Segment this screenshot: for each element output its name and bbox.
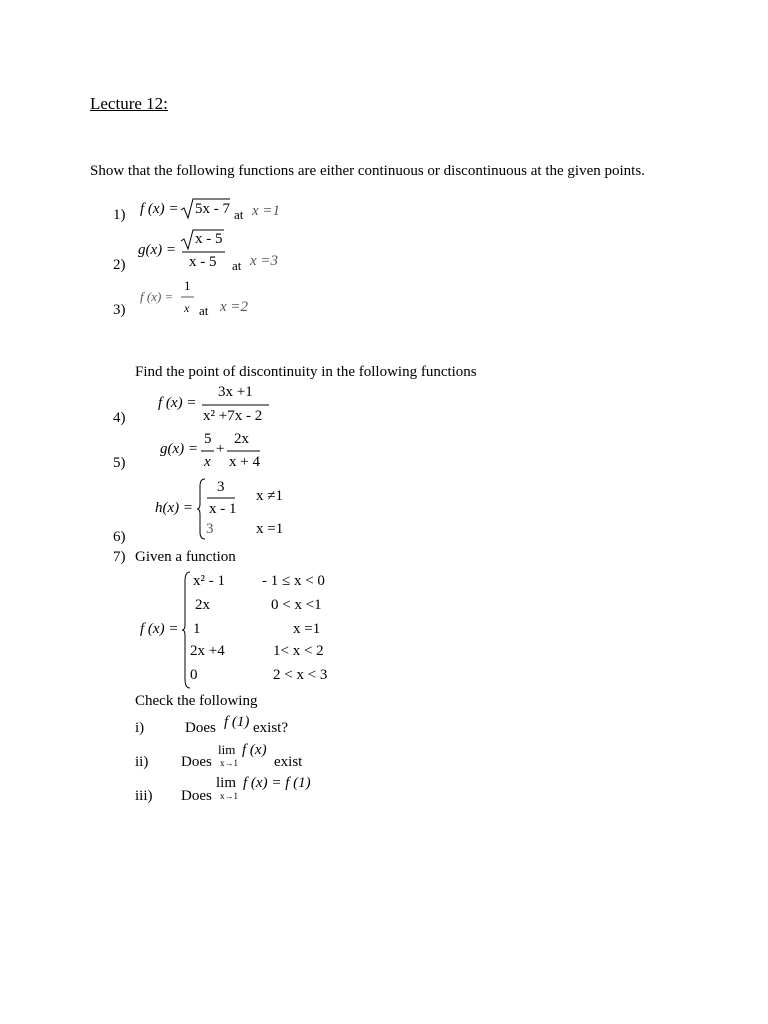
item-number: 7)	[113, 549, 126, 565]
item-number: 6)	[113, 529, 126, 545]
check-number: iii)	[135, 788, 153, 804]
function-lhs: f (x) =	[140, 201, 179, 217]
page-title: Lecture 12:	[90, 94, 168, 113]
check-expression: f (x)	[242, 742, 267, 758]
fraction-bar	[207, 497, 236, 499]
fraction-denominator: x² +7x - 2	[203, 408, 263, 424]
case-condition: x =1	[256, 521, 284, 537]
function-lhs: f (x) =	[158, 395, 197, 411]
fraction-denominator: x	[184, 301, 190, 315]
case-condition: 1< x < 2	[273, 643, 324, 659]
case-condition: 0 < x <1	[271, 597, 322, 613]
intro-text: Show that the following functions are either continuous or discontinuous at the given points.	[90, 163, 645, 179]
fraction-bar	[227, 450, 261, 452]
case-value: 3	[206, 521, 214, 537]
case-denominator: x - 1	[209, 501, 237, 517]
function-lhs: f (x) =	[140, 621, 179, 637]
fraction-numerator: 1	[184, 278, 191, 293]
does-label: Does	[181, 754, 212, 770]
at-label: at	[232, 258, 242, 273]
function-lhs: g(x) =	[160, 441, 199, 457]
fraction-numerator: 5	[204, 431, 212, 447]
item-number: 5)	[113, 455, 126, 471]
limit-subscript: x→1	[220, 758, 238, 768]
fraction-denominator: x	[204, 454, 211, 470]
check-heading: Check the following	[135, 693, 258, 709]
fraction-denominator: x - 5	[189, 254, 217, 270]
case-condition: - 1 ≤ x < 0	[262, 573, 325, 589]
plus-sign: +	[216, 441, 225, 457]
item-number: 1)	[113, 207, 126, 223]
point-value: x =2	[220, 299, 249, 315]
fraction-bar	[201, 450, 215, 452]
fraction-bar	[182, 251, 226, 253]
case-value: x² - 1	[193, 573, 225, 589]
section-heading: Given a function	[135, 549, 236, 565]
at-label: at	[199, 303, 209, 318]
case-condition: x ≠1	[256, 488, 283, 504]
item-number: 3)	[113, 302, 126, 318]
fraction-numerator: 2x	[234, 431, 249, 447]
case-condition: 2 < x < 3	[273, 667, 328, 683]
case-value: 2x +4	[190, 643, 225, 659]
function-lhs: g(x) =	[138, 242, 177, 258]
function-lhs: f (x) =	[140, 289, 174, 304]
check-expression: f (1)	[224, 714, 250, 730]
check-number: ii)	[135, 754, 149, 770]
check-expression: f (x) = f (1)	[243, 775, 311, 791]
case-condition: x =1	[293, 621, 321, 637]
fraction-numerator: 3x +1	[218, 384, 253, 400]
sqrt-radicand: x - 5	[195, 231, 223, 247]
fraction-denominator: x + 4	[229, 454, 260, 470]
does-label: Does	[185, 720, 216, 736]
limit-operator: lim	[216, 775, 237, 791]
case-value: 2x	[195, 597, 210, 613]
check-tail: exist	[274, 754, 303, 770]
section-heading: Find the point of discontinuity in the following functions	[135, 364, 477, 380]
does-label: Does	[181, 788, 212, 804]
limit-subscript: x→1	[220, 791, 238, 801]
function-lhs: h(x) =	[155, 500, 194, 516]
item-number: 2)	[113, 257, 126, 273]
point-value: x =3	[250, 253, 279, 269]
at-label: at	[234, 207, 244, 222]
item-number: 4)	[113, 410, 126, 426]
case-numerator: 3	[217, 479, 225, 495]
fraction-bar	[181, 296, 195, 298]
sqrt-radicand: 5x - 7	[195, 201, 230, 217]
check-number: i)	[135, 720, 145, 736]
limit-operator: lim	[218, 742, 236, 757]
case-value: 0	[190, 667, 198, 683]
case-value: 1	[193, 621, 201, 637]
point-value: x =1	[252, 203, 281, 219]
check-tail: exist?	[253, 720, 288, 736]
fraction-bar	[202, 404, 270, 406]
